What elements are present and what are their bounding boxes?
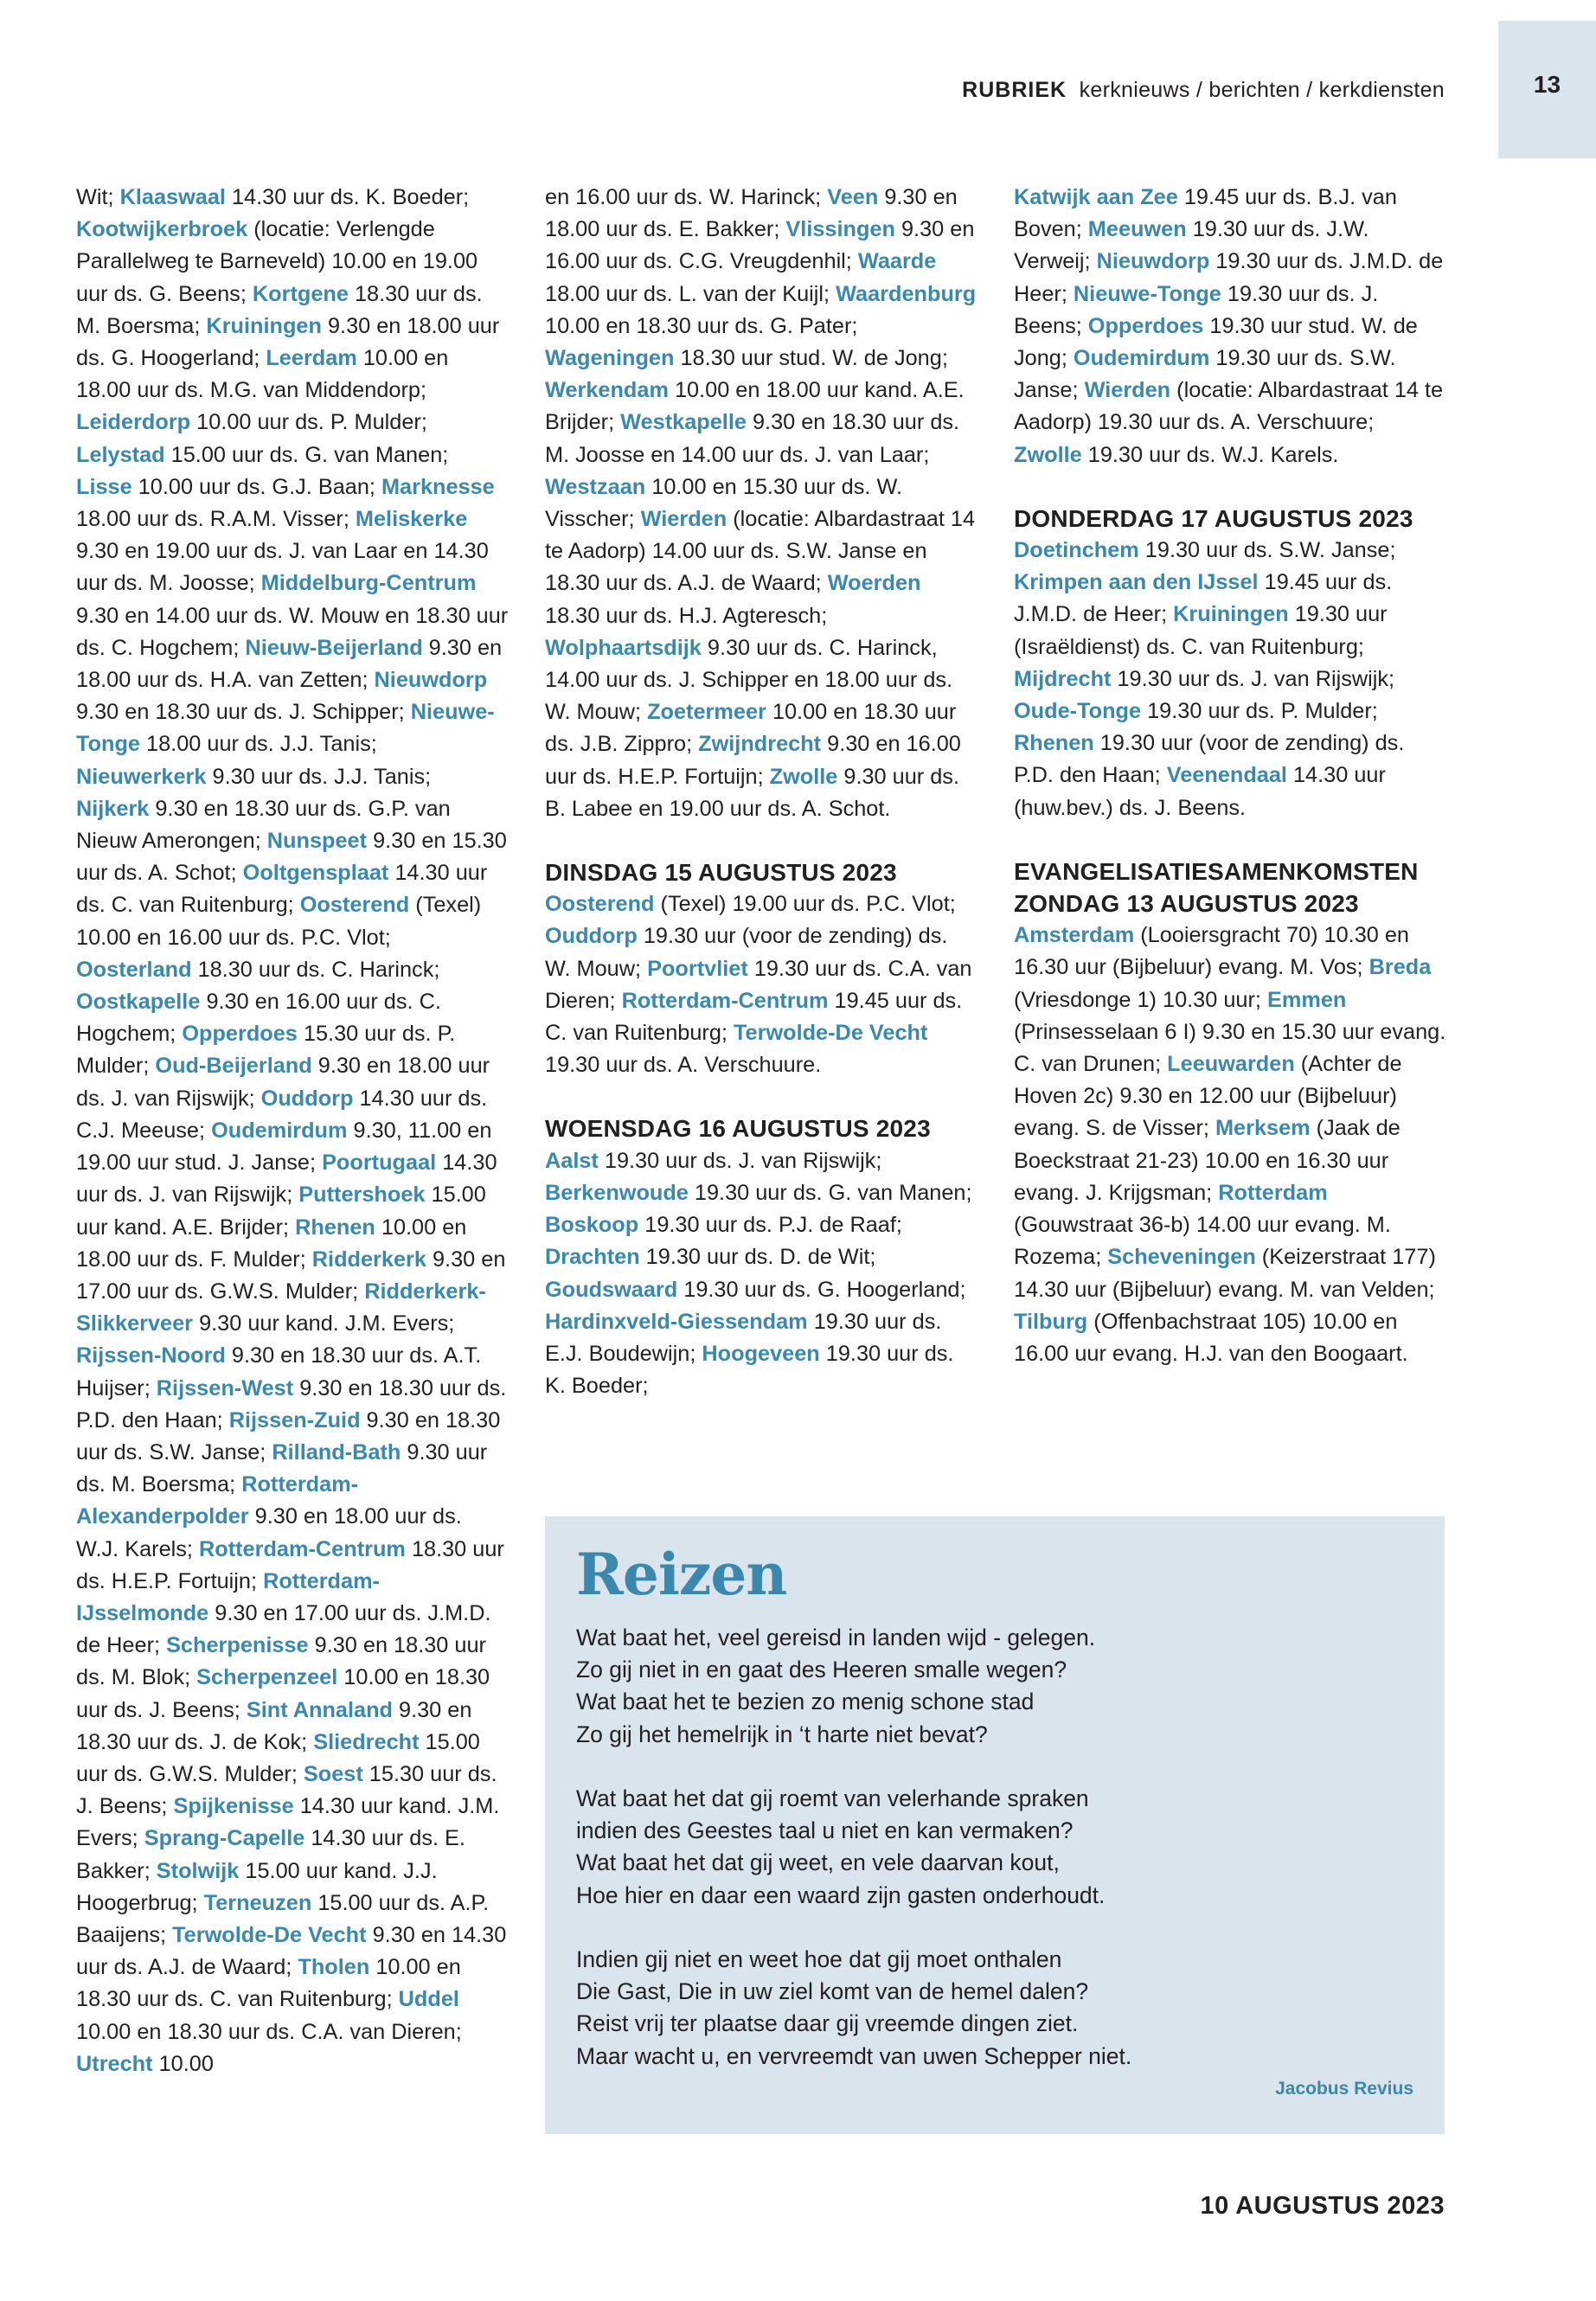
service-details: (Offenbachstraat 105) 10.00 en 16.00 uur evang. H.J. van den Boogaart. bbox=[1014, 1309, 1408, 1366]
service-details: 15.30 uur ds. J. Beens; bbox=[76, 1761, 497, 1819]
church-location: Ridderkerk-Slikkerveer bbox=[76, 1279, 486, 1336]
service-details: 18.30 uur ds. M. Boersma; bbox=[76, 281, 483, 338]
church-location: Werkendam bbox=[545, 378, 669, 403]
church-location: Oudemirdum bbox=[211, 1118, 348, 1143]
church-location: Rijssen-Zuid bbox=[228, 1407, 361, 1433]
service-details: 10.00 en 15.30 uur ds. W. Visscher; bbox=[545, 474, 902, 532]
service-details: 19.30 uur ds. G. Hoogerland; bbox=[677, 1277, 966, 1302]
church-location: Kootwijkerbroek bbox=[76, 217, 248, 242]
service-details: 19.30 uur ds. P. Mulder; bbox=[1141, 699, 1378, 724]
service-details: 9.30 en 18.30 uur ds. S.W. Janse; bbox=[76, 1407, 501, 1465]
church-location: Nieuwerkerk bbox=[76, 764, 207, 789]
service-details: 19.30 uur ds. S.W. Janse; bbox=[1138, 538, 1396, 563]
church-location: Lelystad bbox=[76, 442, 165, 467]
service-details: 18.30 uur ds. H.E.P. Fortuijn; bbox=[76, 1536, 504, 1593]
service-details: 14.30 uur ds. J. van Rijswijk; bbox=[76, 1150, 497, 1208]
church-location: Sprang-Capelle bbox=[144, 1826, 305, 1851]
church-location: Wageningen bbox=[545, 346, 675, 371]
service-details: 19.45 uur ds. C. van Ruitenburg; bbox=[545, 988, 963, 1046]
service-details: 9.30 en 18.30 uur ds. G.P. van Nieuw Amerongen; bbox=[76, 796, 451, 854]
service-listing bbox=[545, 888, 977, 1081]
church-location: Amsterdam bbox=[1014, 923, 1135, 948]
church-location: Wolphaartsdijk bbox=[545, 635, 702, 660]
service-details: 9.30 en 16.00 uur ds. C.G. Vreugdenhil; bbox=[545, 217, 975, 274]
service-details: 9.30 en 14.30 uur ds. A.J. de Waard; bbox=[76, 1922, 507, 1980]
service-details: 9.30 uur ds. C. Harinck, 14.00 uur ds. J. Schipper en 18.00 uur ds. W. Mouw; bbox=[545, 635, 953, 725]
poem-author: Jacobus Revius bbox=[1275, 2079, 1413, 2099]
service-details: 9.30 en 18.00 uur ds. H.A. van Zetten; bbox=[76, 635, 503, 693]
service-details: 18.00 uur ds. L. van der Kuijl; bbox=[545, 281, 836, 306]
service-details: 19.30 uur ds. S.W. Janse; bbox=[1014, 346, 1396, 403]
service-details: 9.30 uur ds. J.J. Tanis; bbox=[206, 764, 432, 789]
church-location: Rhenen bbox=[295, 1215, 375, 1240]
service-details: (locatie: Albardastraat 14 te Aadorp) 14.00 uur ds. S.W. Janse en 18.30 uur ds. A.J. de Waard; bbox=[545, 507, 976, 596]
church-location: Rotterdam-Centrum bbox=[198, 1536, 406, 1561]
service-details: 19.45 uur ds. J.M.D. de Heer; bbox=[1014, 570, 1393, 627]
service-details: 19.30 uur (Israëldienst) ds. C. van Ruitenburg; bbox=[1014, 602, 1388, 659]
service-details: 9.30 en 18.30 uur ds. J. de Kok; bbox=[76, 1697, 472, 1754]
church-location: Berkenwoude bbox=[545, 1180, 689, 1205]
church-location: Zwolle bbox=[769, 764, 838, 789]
service-listing bbox=[1014, 535, 1446, 824]
church-location: Nieuwdorp bbox=[374, 668, 488, 693]
service-details: 19.30 uur ds. D. de Wit; bbox=[639, 1245, 876, 1270]
service-details: 9.30 en 18.30 uur ds. J. Schipper; bbox=[76, 700, 411, 725]
church-location: Krimpen aan den IJssel bbox=[1014, 570, 1259, 595]
church-location: Waardenburg bbox=[836, 281, 977, 306]
service-details: 9.30 en 17.00 uur ds. G.W.S. Mulder; bbox=[76, 1247, 506, 1304]
poem-line: Zo gij niet in en gaat des Heeren smalle wegen? bbox=[576, 1657, 1067, 1683]
service-details: 9.30 en 18.30 uur ds. P.D. den Haan; bbox=[76, 1375, 507, 1433]
church-location: Waarde bbox=[857, 249, 937, 274]
church-location: Oosterland bbox=[76, 957, 192, 982]
church-location: Westzaan bbox=[545, 474, 646, 499]
church-location: Mijdrecht bbox=[1014, 666, 1112, 691]
poem-line: Indien gij niet en weet hoe dat gij moet onthalen bbox=[576, 1946, 1062, 1972]
church-location: Nieuw-Beijerland bbox=[245, 635, 423, 660]
section-subheading: ZONDAG 13 AUGUSTUS 2023 bbox=[1014, 890, 1359, 918]
stanza-gap bbox=[576, 1751, 1433, 1783]
church-location: Oostkapelle bbox=[76, 990, 201, 1015]
service-details: 19.30 uur ds. P.J. de Raaf; bbox=[638, 1213, 902, 1238]
service-details: 14.30 uur ds. C. van Ruitenburg; bbox=[76, 861, 488, 918]
service-details: 9.30 en 18.30 uur ds. A.T. Huijser; bbox=[76, 1343, 482, 1400]
service-details: (Keizerstraat 177) 14.30 uur (Bijbeluur) evang. M. van Velden; bbox=[1014, 1245, 1436, 1302]
day-heading: DONDERDAG 17 AUGUSTUS 2023 bbox=[1014, 504, 1413, 532]
service-details: Wit; bbox=[76, 185, 120, 209]
service-details: 19.30 uur ds. J.W. Verweij; bbox=[1014, 217, 1369, 274]
church-location: Rhenen bbox=[1014, 731, 1094, 756]
church-location: Aalst bbox=[545, 1148, 599, 1173]
service-details: 18.30 uur stud. W. de Jong; bbox=[674, 346, 948, 371]
church-location: Nunspeet bbox=[266, 829, 368, 854]
service-details: 19.30 uur ds. W.J. Karels. bbox=[1081, 442, 1339, 467]
service-details: 19.30 uur ds. E.J. Boudewijn; bbox=[545, 1309, 942, 1366]
poem-line: Wat baat het dat gij weet, en vele daarvan kout, bbox=[576, 1849, 1060, 1876]
service-details: (locatie: Albardastraat 14 te Aadorp) 19.30 uur ds. A. Verschuure; bbox=[1014, 378, 1444, 435]
service-listing bbox=[545, 182, 977, 825]
church-location: Meliskerke bbox=[355, 507, 468, 532]
poem-line: Maar wacht u, en vervreemdt van uwen Schepper niet. bbox=[576, 2042, 1132, 2069]
church-location: Nieuwe-Tonge bbox=[76, 700, 495, 757]
poem-line: Zo gij het hemelrijk in ‘t harte niet bevat? bbox=[576, 1721, 988, 1747]
column-1 bbox=[76, 182, 509, 2080]
church-location: Zoetermeer bbox=[647, 700, 766, 725]
service-listing bbox=[76, 182, 509, 2080]
church-location: Rotterdam-Centrum bbox=[621, 988, 829, 1013]
service-details: 14.30 uur ds. E. Bakker; bbox=[76, 1826, 465, 1883]
service-details: 10.00 en 18.00 uur kand. A.E. Brijder; bbox=[545, 378, 965, 435]
church-location: Oosterend bbox=[545, 892, 655, 917]
day-heading: EVANGELISATIESAMENKOMSTEN bbox=[1014, 857, 1419, 885]
church-location: Doetinchem bbox=[1014, 538, 1139, 563]
service-details: 19.30 uur ds. J.M.D. de Heer; bbox=[1014, 249, 1444, 306]
column-3 bbox=[1014, 182, 1446, 1370]
service-details: 9.30 en 18.00 uur ds. W.J. Karels; bbox=[76, 1504, 462, 1561]
service-details: 9.30 en 18.30 uur ds. M. Joosse en 14.00 uur ds. J. van Laar; bbox=[545, 410, 960, 467]
church-location: Soest bbox=[303, 1761, 363, 1786]
section-header bbox=[962, 78, 1445, 103]
church-location: Terwolde-De Vecht bbox=[733, 1021, 928, 1046]
day-heading: WOENSDAG 16 AUGUSTUS 2023 bbox=[545, 1115, 931, 1143]
issue-date: 10 AUGUSTUS 2023 bbox=[1200, 2192, 1445, 2220]
service-details: (Jaak de Boeckstraat 21-23) 10.00 en 16.30 uur evang. J. Krijgsman; bbox=[1014, 1116, 1401, 1205]
service-details: 15.00 uur ds. G.W.S. Mulder; bbox=[76, 1729, 480, 1786]
service-details: 15.00 uur kand. J.J. Hoogerbrug; bbox=[76, 1858, 438, 1915]
church-location: Scherpenzeel bbox=[196, 1665, 338, 1690]
church-location: Marknesse bbox=[381, 474, 495, 499]
church-location: Hardinxveld-Giessendam bbox=[545, 1309, 808, 1334]
service-listing bbox=[1014, 920, 1446, 1370]
church-location: Nijkerk bbox=[76, 796, 150, 821]
church-location: Oudemirdum bbox=[1073, 346, 1210, 371]
church-location: Veenendaal bbox=[1166, 763, 1287, 788]
poem-line: indien des Geestes taal u niet en kan vermaken? bbox=[576, 1817, 1074, 1844]
service-details: 9.30 en 17.00 uur ds. J.M.D. de Heer; bbox=[76, 1600, 491, 1658]
church-location: Ouddorp bbox=[260, 1086, 354, 1111]
service-details: 15.00 uur kand. A.E. Brijder; bbox=[76, 1183, 486, 1240]
church-location: Merksem bbox=[1215, 1116, 1311, 1141]
service-details: 10.00 en 18.30 uur ds. C.A. van Dieren; bbox=[76, 2019, 462, 2044]
poem-line: Wat baat het dat gij roemt van velerhande spraken bbox=[576, 1785, 1089, 1811]
service-details: 10.00 en 18.00 uur ds. M.G. van Middendorp; bbox=[76, 346, 449, 403]
poem-line: Reist vrij ter plaatse daar gij vreemde dingen ziet. bbox=[576, 2010, 1079, 2037]
church-location: Ridderkerk bbox=[311, 1247, 426, 1272]
church-location: Leeuwarden bbox=[1167, 1052, 1295, 1077]
church-location: Nieuwe-Tonge bbox=[1073, 281, 1221, 306]
service-listing bbox=[545, 1145, 977, 1403]
service-details: 10.00 en 18.30 uur ds. G. Pater; bbox=[545, 313, 858, 338]
service-details: (locatie: Verlengde Parallelweg te Barneveld) 10.00 en 19.00 uur ds. G. Beens; bbox=[76, 217, 478, 306]
church-location: Westkapelle bbox=[620, 410, 747, 435]
church-location: Leerdam bbox=[266, 346, 357, 371]
church-location: Woerden bbox=[827, 571, 921, 596]
stanza-gap bbox=[576, 1912, 1433, 1944]
church-location: Sliedrecht bbox=[313, 1729, 420, 1754]
church-location: Spijkenisse bbox=[173, 1794, 294, 1819]
church-location: Wierden bbox=[640, 507, 727, 532]
church-location: Poortugaal bbox=[322, 1150, 437, 1176]
service-details: 9.30 en 16.00 uur ds. C. Hogchem; bbox=[76, 990, 441, 1047]
church-location: Oosterend bbox=[299, 893, 410, 918]
service-details: (Looiersgracht 70) 10.30 en 16.30 uur (Bijbeluur) evang. M. Vos; bbox=[1014, 923, 1410, 980]
church-location: Rijssen-Noord bbox=[76, 1343, 226, 1368]
church-location: Sint Annaland bbox=[246, 1697, 393, 1722]
church-location: Oude-Tonge bbox=[1014, 699, 1142, 724]
service-details: 19.30 uur ds. C.A. van Dieren; bbox=[545, 956, 972, 1013]
service-listing bbox=[1014, 182, 1446, 471]
church-location: Opperdoes bbox=[182, 1022, 298, 1047]
church-location: Middelburg-Centrum bbox=[260, 571, 477, 596]
service-details: 19.30 uur ds. K. Boeder; bbox=[545, 1341, 954, 1399]
church-location: Nieuwdorp bbox=[1096, 249, 1210, 274]
service-details: 10.00 en 18.30 uur ds. J. Beens; bbox=[76, 1665, 490, 1722]
church-location: Breda bbox=[1368, 955, 1432, 980]
service-details: 9.30 en 16.00 uur ds. H.E.P. Fortuijn; bbox=[545, 732, 961, 789]
service-details: 14.30 uur ds. K. Boeder; bbox=[225, 185, 470, 209]
service-details: 19.30 uur (voor de zending) ds. P.D. den Haan; bbox=[1014, 731, 1405, 788]
poem-line: Die Gast, Die in uw ziel komt van de hemel dalen? bbox=[576, 1978, 1089, 2005]
poem-line: Wat baat het te bezien zo menig schone stad bbox=[576, 1689, 1035, 1715]
church-location: Katwijk aan Zee bbox=[1014, 185, 1178, 209]
church-location: Uddel bbox=[398, 1987, 459, 2012]
service-details: 9.30 en 15.30 uur ds. A. Schot; bbox=[76, 829, 507, 886]
church-location: Hoogeveen bbox=[702, 1341, 820, 1366]
service-details: 9.30 en 18.00 uur ds. E. Bakker; bbox=[545, 185, 958, 242]
poem-line: Wat baat het, veel gereisd in landen wijd - gelegen. bbox=[576, 1625, 1096, 1650]
service-details: 18.30 uur ds. C. Harinck; bbox=[191, 957, 440, 982]
section-subtitle: kerknieuws / berichten / kerkdiensten bbox=[1079, 78, 1445, 102]
church-location: Terneuzen bbox=[203, 1890, 312, 1915]
service-details: 15.00 uur ds. A.P. Baaijens; bbox=[76, 1890, 490, 1947]
service-details: (Gouwstraat 36-b) 14.00 uur evang. M. Rozema; bbox=[1014, 1213, 1391, 1270]
service-details: 18.30 uur ds. H.J. Agteresch; bbox=[545, 603, 828, 628]
service-details: 14.30 uur (huw.bev.) ds. J. Beens. bbox=[1014, 763, 1386, 820]
service-details: 10.00 en 18.30 uur ds. C. van Ruitenburg; bbox=[76, 1955, 461, 2012]
service-details: 19.30 uur ds. A. Verschuure. bbox=[545, 1053, 822, 1078]
service-details: 9.30 uur ds. M. Boersma; bbox=[76, 1439, 488, 1497]
service-details: 9.30 uur kand. J.M. Evers; bbox=[193, 1311, 455, 1336]
service-details: 18.00 uur ds. J.J. Tanis; bbox=[140, 732, 377, 757]
church-location: Tilburg bbox=[1014, 1309, 1088, 1334]
service-details: 9.30 en 18.00 uur ds. J. van Rijswijk; bbox=[76, 1054, 490, 1111]
service-details: 19.30 uur ds. J. van Rijswijk; bbox=[1111, 666, 1395, 691]
service-details: 19.30 uur ds. G. van Manen; bbox=[688, 1180, 972, 1205]
church-location: Zwijndrecht bbox=[698, 732, 822, 757]
service-details: 19.30 uur stud. W. de Jong; bbox=[1014, 313, 1418, 371]
service-details: 19.45 uur ds. B.J. van Boven; bbox=[1014, 185, 1397, 242]
church-location: Tholen bbox=[298, 1955, 370, 1980]
church-location: Drachten bbox=[545, 1245, 640, 1270]
church-location: Emmen bbox=[1266, 987, 1347, 1012]
church-location: Terwolde-De Vecht bbox=[172, 1922, 367, 1947]
church-location: Rotterdam bbox=[1218, 1180, 1328, 1205]
church-location: Kruiningen bbox=[206, 313, 322, 338]
church-location: Poortvliet bbox=[647, 956, 748, 981]
church-location: Rilland-Bath bbox=[272, 1439, 401, 1465]
church-location: Boskoop bbox=[545, 1213, 639, 1238]
church-location: Rotterdam-Alexanderpolder bbox=[76, 1472, 359, 1529]
service-details: 19.30 uur ds. J. van Rijswijk; bbox=[598, 1148, 882, 1173]
service-details: (Prinsesselaan 6 I) 9.30 en 15.30 uur evang. C. van Drunen; bbox=[1014, 1019, 1446, 1077]
service-details: (Texel) 10.00 en 16.00 uur ds. P.C. Vlot; bbox=[76, 893, 482, 950]
service-details: 14.30 uur ds. C.J. Meeuse; bbox=[76, 1086, 488, 1143]
service-details: 19.30 uur ds. J. Beens; bbox=[1014, 281, 1379, 338]
church-location: Stolwijk bbox=[156, 1858, 240, 1883]
church-location: Klaaswaal bbox=[119, 185, 226, 209]
church-location: Oud-Beijerland bbox=[155, 1054, 312, 1079]
poem-box bbox=[545, 1516, 1445, 2134]
service-details: 9.30 en 18.00 uur ds. G. Hoogerland; bbox=[76, 313, 500, 371]
church-location: Scheveningen bbox=[1107, 1245, 1256, 1270]
church-location: Lisse bbox=[76, 474, 132, 499]
service-details: 9.30 en 18.30 uur ds. M. Blok; bbox=[76, 1633, 486, 1690]
column-2 bbox=[545, 182, 977, 1402]
church-location: Veen bbox=[827, 185, 879, 209]
church-location: Goudswaard bbox=[545, 1277, 678, 1302]
church-location: Rijssen-West bbox=[156, 1375, 294, 1400]
service-details: 9.30 uur ds. B. Labee en 19.00 uur ds. A. Schot. bbox=[545, 764, 959, 821]
church-location: Rotterdam-IJsselmonde bbox=[76, 1568, 380, 1625]
church-location: Zwolle bbox=[1014, 442, 1082, 467]
church-location: Meeuwen bbox=[1087, 217, 1187, 242]
poem-text bbox=[576, 1622, 1433, 2073]
section-label: RUBRIEK bbox=[962, 78, 1067, 102]
church-location: Utrecht bbox=[76, 2051, 153, 2076]
service-details: en 16.00 uur ds. W. Harinck; bbox=[545, 185, 828, 209]
church-location: Kortgene bbox=[252, 281, 349, 306]
page-number: 13 bbox=[1533, 71, 1561, 98]
poem-title: Reizen bbox=[576, 1541, 787, 1608]
service-details: 10.00 bbox=[152, 2051, 214, 2076]
service-details: (Texel) 19.00 uur ds. P.C. Vlot; bbox=[654, 892, 956, 917]
church-location: Vlissingen bbox=[785, 217, 895, 242]
service-details: 18.00 uur ds. R.A.M. Visser; bbox=[76, 507, 356, 532]
service-details: 10.00 en 18.00 uur ds. F. Mulder; bbox=[76, 1215, 467, 1272]
service-details: (Achter de Hoven 2c) 9.30 en 12.00 uur (Bijbeluur) evang. S. de Visser; bbox=[1014, 1052, 1402, 1141]
service-details: 9.30 en 14.00 uur ds. W. Mouw en 18.30 uur ds. C. Hogchem; bbox=[76, 603, 509, 660]
church-location: Wierden bbox=[1084, 378, 1171, 403]
service-details: 10.00 uur ds. G.J. Baan; bbox=[131, 474, 381, 499]
church-location: Opperdoes bbox=[1087, 313, 1204, 338]
church-location: Ouddorp bbox=[545, 924, 638, 949]
service-details: 15.30 uur ds. P. Mulder; bbox=[76, 1022, 456, 1079]
service-details: 15.00 uur ds. G. van Manen; bbox=[164, 442, 449, 467]
service-details: 14.30 uur kand. J.M. Evers; bbox=[76, 1794, 500, 1851]
church-location: Ooltgensplaat bbox=[242, 861, 389, 886]
service-details: 19.30 uur (voor de zending) ds. W. Mouw; bbox=[545, 924, 948, 981]
church-location: Kruiningen bbox=[1173, 602, 1289, 627]
service-details: 9.30 en 19.00 uur ds. J. van Laar en 14.30 uur ds. M. Joosse; bbox=[76, 539, 489, 596]
church-location: Puttershoek bbox=[298, 1183, 426, 1208]
service-details: 10.00 uur ds. P. Mulder; bbox=[190, 410, 427, 435]
service-details: 9.30, 11.00 en 19.00 uur stud. J. Janse; bbox=[76, 1118, 492, 1176]
day-heading: DINSDAG 15 AUGUSTUS 2023 bbox=[545, 859, 897, 887]
church-location: Leiderdorp bbox=[76, 410, 191, 435]
poem-line: Hoe hier en daar een waard zijn gasten onderhoudt. bbox=[576, 1881, 1106, 1908]
service-details: (Vriesdonge 1) 10.30 uur; bbox=[1014, 987, 1267, 1012]
church-location: Scherpenisse bbox=[166, 1633, 309, 1658]
service-details: 10.00 en 18.30 uur ds. J.B. Zippro; bbox=[545, 700, 957, 757]
